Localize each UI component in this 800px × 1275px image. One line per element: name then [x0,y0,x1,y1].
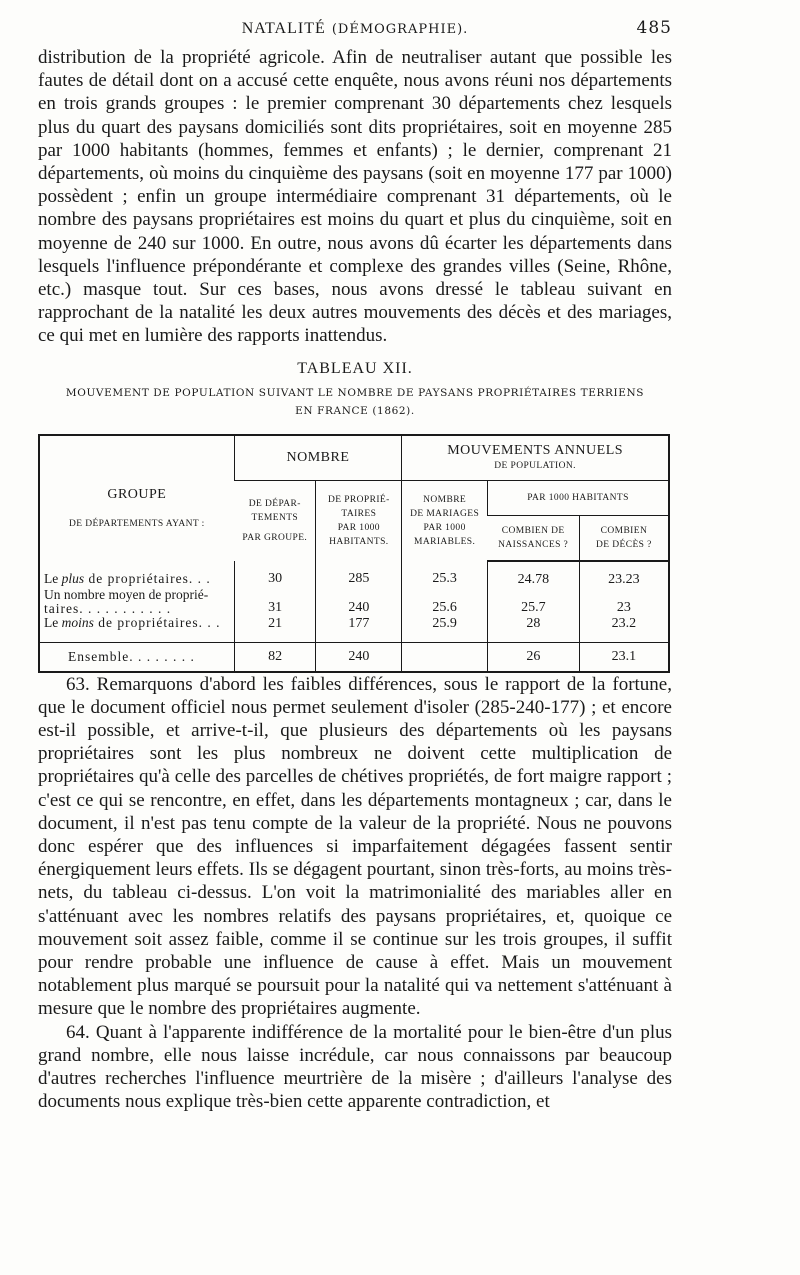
cell-naissances: 25.7 [488,588,580,616]
row-label-em: plus [61,571,85,587]
paragraph-64: 64. Quant à l'apparente indifférence de la mortalité pour le bien-être d'un plus grand nombre, elle nous laisse incrédule, car nous connaissons par beaucoup d'autres recherches l'influence meurtrière de la misère ; d'ailleurs l'analyse des documents nous explique très-bien cette apparente contradiction, et [38,1021,672,1113]
header-mar-line3: PAR 1000 [423,522,466,533]
header-title: NATALITÉ [241,20,326,37]
header-mouvements-sub: DE POPULATION. [494,460,576,471]
header-naissances [488,515,580,561]
table-caption-line2: EN FRANCE (1862). [295,404,415,417]
header-nombre: NOMBRE [234,435,402,481]
header-mouvements-label: MOUVEMENTS ANNUELS [447,442,624,458]
total-naissances: 26 [488,642,580,672]
total-departements: 82 [234,642,316,672]
running-header [38,18,672,46]
row-label [39,616,234,643]
header-nais-line2: NAISSANCES ? [498,539,569,550]
table-caption [38,384,672,420]
cell-departements: 31 [234,588,316,616]
header-mar-line4: MARIABLES. [413,536,476,547]
total-mariages [402,642,488,672]
table-row [39,561,669,588]
cell-departements: 30 [234,561,316,588]
cell-proprietaires: 240 [316,588,402,616]
cell-mariages: 25.3 [402,561,488,588]
row-label-extra: taires. . . . . . . . . . . [44,600,172,616]
header-proprietaires [316,480,402,561]
row-label-post: de propriétaires. . . [84,571,211,587]
header-prop-line4: HABITANTS. [329,536,389,547]
header-mar-line2: DE MARIAGES [410,508,480,519]
header-groupe-label: GROUPE [107,487,167,503]
header-dep-line2: TEMENTS [251,512,299,523]
header-groupe [39,435,234,561]
header-deces-line1: COMBIEN [600,525,648,536]
total-label-text: Ensemble. . . . . . . . [68,648,195,664]
row-label-pre: Le [44,571,62,587]
row-label-post: de propriétaires. . . [93,614,221,630]
header-prop-line2: TAIRES [341,508,377,519]
intro-paragraph: distribution de la propriété agricole. Afin de neutraliser autant que possible les fautes de détail dont on a accusé cette enquête, nous avons réuni nos départements en trois grands groupes : le premier comprenant 30 départements chez lesquels plus du quart des paysans domiciliés sont dits propriétaires, soit en moyenne 285 par 1000 habitants (hommes, femmes et enfants) ; le dernier, comprenant 21 départements, où moins du cinquième des paysans (soit en moyenne 177 par 1000) possèdent ; enfin un groupe intermédiaire comprenant 31 départements, où le nombre des paysans propriétaires est moins du quart et plus du cinquième, soit en moyenne de 240 sur 1000. En outre, nous avons dû écarter les départements dans lesquels l'influence prépondérante et complexe des grandes villes (Seine, Rhône, etc.) masque tout. Sur ces bases, nous avons dressé le tableau suivant en rapprochant de la natalité les deux autres mouvements des décès et des mariages, ce qui met en lumière des rapports inattendus. [38,47,672,347]
total-deces: 23.1 [579,642,669,672]
cell-proprietaires: 285 [316,561,402,588]
row-label-pre: Le [44,614,62,630]
header-mouvements [402,435,669,481]
header-prop-line3: PAR 1000 [337,522,380,533]
row-label-em: moins [61,614,94,630]
header-deces-line2: DE DÉCÈS ? [596,539,652,550]
cell-mariages: 25.6 [402,588,488,616]
cell-deces: 23.23 [579,561,669,588]
header-dep-line1: DE DÉPAR- [248,498,301,509]
population-table [38,434,670,673]
total-label [39,642,234,672]
header-nais-line1: COMBIEN DE [501,525,565,536]
row-label [39,588,234,616]
row-label-pre: Un nombre moyen de proprié- [44,586,209,602]
page-number: 485 [636,18,672,38]
header-groupe-sub: DE DÉPARTEMENTS AYANT : [68,519,205,530]
paragraph-63: 63. Remarquons d'abord les faibles différences, sous le rapport de la fortune, que le document officiel nous permet seulement d'isoler (285-240-177) ; et encore est-il possible, et arrive-t-il, que plusieurs des départements où les paysans propriétaires sont les plus nombreux ne doivent cette multiplication de propriétaires qu'à celle des parcelles de chétives propriétés, de fort maigre rapport ; c'est ce qui se rencontre, en effet, dans les départements montagneux ; car, dans le document, il n'est pas tenu compte de la valeur de la propriété. Nous ne pouvons donc espérer que des influences si imparfaitement dégagées fassent sentir énergiquement leurs effets. Ils se dégagent pourtant, sinon très-forts, au moins très-nets, du tableau ci-dessus. L'on voit la matrimonialité des mariables aller en s'atténuant avec les nombres relatifs des paysans propriétaires, et, quoique ce mouvement soit assez faible, comme il se continue sur les trois groupes, il suffit pour rendre probable une influence de cause à effet. Mais un mouvement notablement plus marqué se poursuit pour la natalité qui va nettement s'atténuant à mesure que le nombre des propriétaires augmente. [38,673,672,1020]
table-row [39,588,669,616]
table-total-row [39,642,669,672]
cell-departements: 21 [234,616,316,643]
total-proprietaires: 240 [316,642,402,672]
header-mariages [402,480,488,561]
header-subtitle: (DÉMOGRAPHIE). [331,22,469,37]
table-caption-line1: MOUVEMENT DE POPULATION SUIVANT LE NOMBRE DE PAYSANS PROPRIÉTAIRES TERRIENS [65,386,645,399]
cell-naissances: 24.78 [488,561,580,588]
cell-deces: 23.2 [579,616,669,643]
table-title: TABLEAU XII. [297,359,413,377]
cell-deces: 23 [579,588,669,616]
cell-naissances: 28 [488,616,580,643]
cell-mariages: 25.9 [402,616,488,643]
cell-proprietaires: 177 [316,616,402,643]
table-row [39,616,669,643]
document-page [38,18,672,1114]
header-departements [234,480,316,561]
header-dep-line3: PAR GROUPE. [242,532,308,543]
header-deces [579,515,669,561]
row-label [39,561,234,588]
header-prop-line1: DE PROPRIÉ- [327,494,390,505]
header-par1000: PAR 1000 HABITANTS [488,480,669,515]
header-mar-line1: NOMBRE [423,494,467,505]
